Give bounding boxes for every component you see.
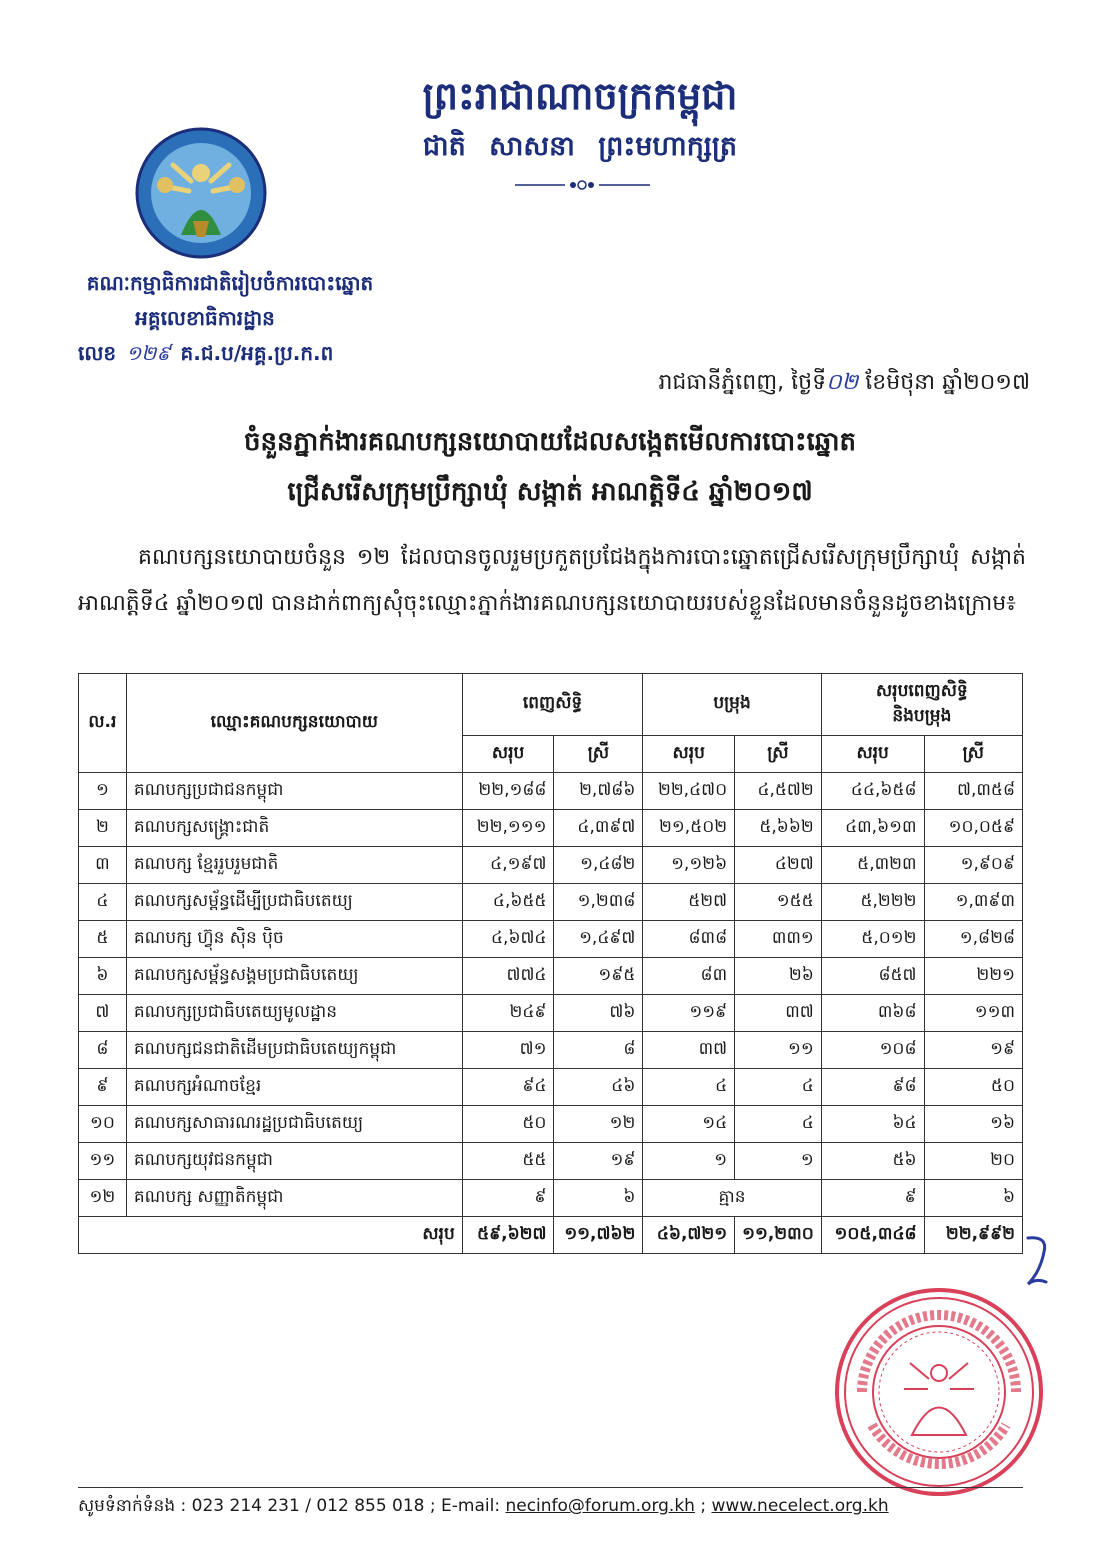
- combined-total: ៥,០១២: [821, 921, 924, 958]
- row-no: ៨: [79, 1032, 127, 1069]
- subheader-total: សរុប: [462, 736, 554, 773]
- full-female: ១,៤៩៧: [554, 921, 643, 958]
- totals-label: សរុប: [79, 1217, 463, 1254]
- row-party-name: គណបក្សសាធារណរដ្ឋប្រជាធិបតេយ្យ: [126, 1106, 462, 1143]
- reserve-total: ២១,៥០២: [643, 810, 735, 847]
- header-no: ល.រ: [79, 674, 127, 773]
- full-total: ៩៤: [462, 1069, 554, 1106]
- row-party-name: គណបក្សសង្គ្រោះជាតិ: [126, 810, 462, 847]
- table-row: [79, 921, 1023, 958]
- combined-female: ១១៣: [924, 995, 1022, 1032]
- footer-website-link[interactable]: www.necelect.org.kh: [711, 1496, 889, 1516]
- official-seal-icon: [832, 1285, 1047, 1500]
- full-female: ១៩: [554, 1143, 643, 1180]
- full-female: ១,៤៨២: [554, 847, 643, 884]
- table-row: [79, 773, 1023, 810]
- combined-total: ៥៦: [821, 1143, 924, 1180]
- subheader-female: ស្រី: [924, 736, 1022, 773]
- reserve-female: ១១: [735, 1032, 822, 1069]
- row-party-name: គណបក្សប្រជាជនកម្ពុជា: [126, 773, 462, 810]
- row-party-name: គណបក្សជនជាតិដើមប្រជាធិបតេយ្យកម្ពុជា: [126, 1032, 462, 1069]
- row-party-name: គណបក្សសម្ព័ន្ធសង្គមប្រជាធិបតេយ្យ: [126, 958, 462, 995]
- full-total: ២២,១១១: [462, 810, 554, 847]
- footer-divider: [78, 1487, 1023, 1488]
- row-no: ៤: [79, 884, 127, 921]
- reserve-female: ១៥៥: [735, 884, 822, 921]
- totals-combined-total: ១០៥,៣៤៨: [821, 1217, 924, 1254]
- row-no: ១២: [79, 1180, 127, 1217]
- row-no: ១១: [79, 1143, 127, 1180]
- national-motto: ជាតិ សាសនា ព្រះមហាក្សត្រ: [422, 131, 738, 162]
- row-no: ២: [79, 810, 127, 847]
- full-female: ៨: [554, 1032, 643, 1069]
- row-no: ៦: [79, 958, 127, 995]
- subheader-female: ស្រី: [735, 736, 822, 773]
- dateline: [570, 368, 1030, 400]
- full-total: ៥០: [462, 1106, 554, 1143]
- row-party-name: គណបក្ស ហ៊្វុន ស៊ិន ប៉ិច: [126, 921, 462, 958]
- reserve-total: ១១៩: [643, 995, 735, 1032]
- reference-number: [78, 340, 333, 370]
- row-party-name: គណបក្សអំណាចខ្មែរ: [126, 1069, 462, 1106]
- row-no: ១: [79, 773, 127, 810]
- reserve-total: ១៤: [643, 1106, 735, 1143]
- table-row: [79, 995, 1023, 1032]
- row-no: ៧: [79, 995, 127, 1032]
- table-row: [79, 1143, 1023, 1180]
- table-row: [79, 1069, 1023, 1106]
- reserve-female: ២៦: [735, 958, 822, 995]
- combined-total: ៤៣,៦១៣: [821, 810, 924, 847]
- footer-contact-text: សូមទំនាក់ទំនង : 023 214 231 / 012 855 018 ; E-mail:: [78, 1496, 506, 1516]
- combined-female: ១៩: [924, 1032, 1022, 1069]
- reserve-female: ៤: [735, 1106, 822, 1143]
- combined-female: ៦: [924, 1180, 1022, 1217]
- totals-reserve-total: ៤៦,៧២១: [643, 1217, 735, 1254]
- row-party-name: គណបក្ស ខ្មែររួបរួមជាតិ: [126, 847, 462, 884]
- row-no: ៥: [79, 921, 127, 958]
- reserve-female: ៤,៥៧២: [735, 773, 822, 810]
- header-party-name: ឈ្មោះគណបក្សនយោបាយ: [126, 674, 462, 773]
- totals-full-total: ៥៩,៦២៧: [462, 1217, 554, 1254]
- signature-icon: [1022, 1232, 1052, 1292]
- subheader-total: សរុប: [821, 736, 924, 773]
- subheader-total: សរុប: [643, 736, 735, 773]
- totals-combined-female: ២២,៩៩២: [924, 1217, 1022, 1254]
- footer-email-link[interactable]: necinfo@forum.org.kh: [505, 1496, 695, 1516]
- table-row: [79, 1180, 1023, 1217]
- full-total: ៤,៦៧៤: [462, 921, 554, 958]
- table-row: [79, 1106, 1023, 1143]
- table-row: [79, 810, 1023, 847]
- dateline-month-year: ខែមិថុនា ឆ្នាំ២០១៧: [858, 370, 1030, 395]
- combined-total: ៥,២២២: [821, 884, 924, 921]
- full-total: ៧៧៤: [462, 958, 554, 995]
- reserve-female: ៥,៦៦២: [735, 810, 822, 847]
- footer-separator: ;: [694, 1496, 712, 1516]
- combined-total: ៦៤: [821, 1106, 924, 1143]
- subheader-female: ស្រី: [554, 736, 643, 773]
- full-total: ៧១: [462, 1032, 554, 1069]
- combined-female: ៥០: [924, 1069, 1022, 1106]
- reserve-total: ១,១២៦: [643, 847, 735, 884]
- full-total: ៩: [462, 1180, 554, 1217]
- agents-table: [78, 673, 1023, 1254]
- table-row: [79, 958, 1023, 995]
- combined-female: ១,៨២៨: [924, 921, 1022, 958]
- reserve-female: ៣៧: [735, 995, 822, 1032]
- full-total: ៤,៦៥៥: [462, 884, 554, 921]
- reserve-female: ៤: [735, 1069, 822, 1106]
- ref-suffix: គ.ជ.ប/អគ្គ.ប្រ.ក.ព: [180, 341, 334, 365]
- row-party-name: គណបក្សប្រជាធិបតេយ្យមូលដ្ឋាន: [126, 995, 462, 1032]
- combined-female: ១,៣៩៣: [924, 884, 1022, 921]
- combined-total: ៣៦៨: [821, 995, 924, 1032]
- combined-female: ៧,៣៥៨: [924, 773, 1022, 810]
- reserve-total: ៨៣៨: [643, 921, 735, 958]
- header-reserve: បម្រុង: [643, 674, 821, 736]
- row-no: ៣: [79, 847, 127, 884]
- row-party-name: គណបក្សយុវជនកម្ពុជា: [126, 1143, 462, 1180]
- reserve-female: ៣៣១: [735, 921, 822, 958]
- full-female: ១,២៣៨: [554, 884, 643, 921]
- reserve-total: ២២,៤៧០: [643, 773, 735, 810]
- table-row: [79, 847, 1023, 884]
- combined-total: ៤៤,៦៥៨: [821, 773, 924, 810]
- full-total: ៤,១៩៧: [462, 847, 554, 884]
- row-no: ៩: [79, 1069, 127, 1106]
- reserve-total: ៤: [643, 1069, 735, 1106]
- reserve-total: ៥២៧: [643, 884, 735, 921]
- header-full-rights: ពេញសិទ្ធិ: [462, 674, 643, 736]
- full-total: ២៤៩: [462, 995, 554, 1032]
- totals-row: [79, 1217, 1023, 1254]
- full-female: ១២: [554, 1106, 643, 1143]
- dateline-place: រាជធានីភ្នំពេញ, ថ្ងៃទី: [658, 370, 827, 395]
- nec-logo-icon: [133, 125, 269, 261]
- combined-female: ១,៩០៩: [924, 847, 1022, 884]
- combined-female: ១០,០៥៩: [924, 810, 1022, 847]
- org-name: គណៈកម្មាធិការជាតិរៀបចំការបោះឆ្នោត: [86, 271, 374, 295]
- document-title-line1: ចំនួនភ្នាក់ងារគណបក្សនយោបាយដែលសង្កេតមើលការបោះឆ្នោត: [243, 427, 857, 457]
- reserve-none: គ្មាន: [643, 1180, 821, 1217]
- ref-prefix: លេខ: [78, 341, 117, 365]
- combined-total: ១០៨: [821, 1032, 924, 1069]
- reserve-total: ៣៧: [643, 1032, 735, 1069]
- full-female: ៦: [554, 1180, 643, 1217]
- department-name: អគ្គលេខាធិការដ្ឋាន: [135, 306, 275, 330]
- combined-total: ៩: [821, 1180, 924, 1217]
- ref-number: ១២៩: [126, 341, 171, 365]
- full-female: ៤៦: [554, 1069, 643, 1106]
- header-combined-line1: សរុបពេញសិទ្ធិ: [876, 680, 968, 701]
- intro-paragraph: គណបក្សនយោបាយចំនួន ១២ ដែលបានចូលរួមប្រកួតប្រជែងក្នុងការបោះឆ្នោតជ្រើសរើសក្រុមប្រឹក្សាឃុំ សង្កាត់ អាណត្តិទី៤ ឆ្នាំ២០១៧ បានដាក់ពាក្យសុំចុះឈ្មោះភ្នាក់ងារគណបក្សនយោបាយរបស់ខ្លួនដែលមានចំនួនដូចខាងក្រោម៖: [78, 545, 1026, 616]
- row-no: ១០: [79, 1106, 127, 1143]
- combined-female: ១៦: [924, 1106, 1022, 1143]
- table-row: [79, 884, 1023, 921]
- totals-reserve-female: ១១,២៣០: [735, 1217, 822, 1254]
- row-party-name: គណបក្សសម្ព័ន្ធដើម្បីប្រជាធិបតេយ្យ: [126, 884, 462, 921]
- full-female: ២,៧៨៦: [554, 773, 643, 810]
- full-female: ៧៦: [554, 995, 643, 1032]
- header-combined-line2: និងបម្រុង: [892, 705, 952, 726]
- full-female: ៤,៣៩៧: [554, 810, 643, 847]
- reserve-female: ១: [735, 1143, 822, 1180]
- reserve-total: ១: [643, 1143, 735, 1180]
- footer-contact: [78, 1495, 889, 1520]
- combined-female: ២២១: [924, 958, 1022, 995]
- table-row: [79, 1032, 1023, 1069]
- document-title-line2: ជ្រើសរើសក្រុមប្រឹក្សាឃុំ សង្កាត់ អាណត្តិទី៤ ឆ្នាំ២០១៧: [287, 477, 813, 507]
- kingdom-heading: ព្រះរាជាណាចក្រកម្ពុជា: [422, 73, 738, 118]
- combined-total: ៨៥៧: [821, 958, 924, 995]
- combined-total: ៥,៣២៣: [821, 847, 924, 884]
- full-total: ២២,១៨៨: [462, 773, 554, 810]
- combined-total: ៩៨: [821, 1069, 924, 1106]
- reserve-total: ៨៣: [643, 958, 735, 995]
- header-combined: [821, 674, 1022, 736]
- full-female: ១៩៥: [554, 958, 643, 995]
- dateline-day: ០២: [826, 370, 859, 395]
- totals-full-female: ១១,៧៦២: [554, 1217, 643, 1254]
- reserve-female: ៤២៧: [735, 847, 822, 884]
- combined-female: ២០: [924, 1143, 1022, 1180]
- ornament-divider: [515, 178, 650, 192]
- row-party-name: គណបក្ស សញ្ញាតិកម្ពុជា: [126, 1180, 462, 1217]
- full-total: ៥៥: [462, 1143, 554, 1180]
